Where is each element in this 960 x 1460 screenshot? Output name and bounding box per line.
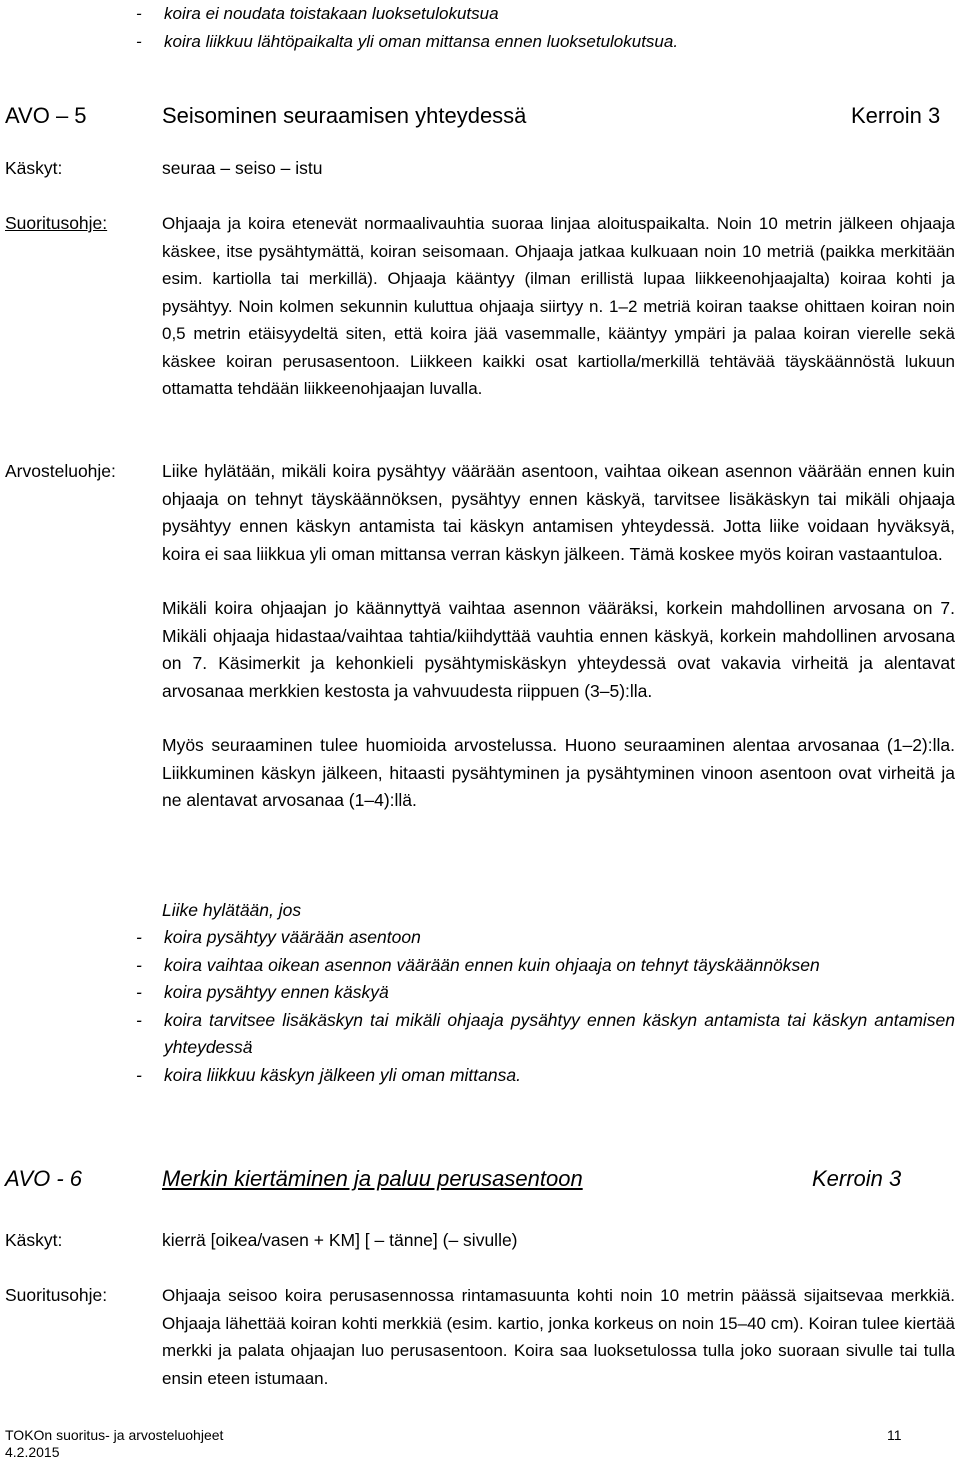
- avo5-coefficient: Kerroin 3: [851, 103, 941, 128]
- evaluation-paragraph-3: Myös seuraaminen tulee huomioida arvostelussa. Huono seuraaminen alentaa arvosanaa (1–2):lla. Liikkuminen käskyn jälkeen, hitaasti pysähtyminen ja pysähtyminen vinoon asentoon ovat virheitä ja ne alentavat arvosanaa (1–4):llä.: [162, 735, 955, 810]
- avo6-instructions: Ohjaaja seisoo koira perusasennossa rintamasuunta kohti noin 10 metrin päässä sijaitsevaa merkkiä. Ohjaaja lähettää koiran kohti merkkiä (esim. kartio, jonka korkeus on noin 15–40 cm). Koiran tulee kiertää merkki ja palata ohjaajan luo perusasentoon. Koira saa luoksetulossa tulla joko suoraan sivulle tai tulla ensin eteen istumaan.: [162, 1286, 955, 1388]
- avo5-commands: seuraa – seiso – istu: [162, 158, 323, 178]
- avo5-evaluation-label: Arvosteluohje:: [5, 461, 116, 481]
- disqualified-title: Liike hylätään, jos: [162, 900, 302, 920]
- list-item: - koira liikkuu lähtöpaikalta yli oman mittansa ennen luoksetulokutsua.: [134, 28, 934, 56]
- list-item: - koira vaihtaa oikean asennon väärään ennen kuin ohjaaja on tehnyt täyskäännöksen: [134, 952, 955, 980]
- avo6-commands-label: Käskyt:: [5, 1230, 63, 1250]
- avo6-code: AVO - 6: [5, 1166, 83, 1191]
- avo5-evaluation: [162, 458, 955, 815]
- avo5-instructions: Ohjaaja ja koira etenevät normaalivauhtia suoraa linjaa aloituspaikalta. Noin 10 metrin jälkeen ohjaaja käskee, itse pysähtymättä, koiran seisomaan. Ohjaaja jatkaa kulkuaan noin 10 metriä (paikka merkitään esim. kartiolla tai merkillä). Ohjaaja kääntyy (ilman erillistä lupaa liikkeenohjaajalta) koiraa kohti ja pysähtyy. Noin kolmen sekunnin kuluttua ohjaaja siirtyy n. 1–2 metriä koiran taakse ohittaen koiran noin 0,5 metrin etäisyydeltä siten, että koira jää vasemmalle, kääntyy ympäri ja palaa koiran vierelle sekä käskee koiran perusasentoon. Liikkeen kaikki osat kartiolla/merkillä tehtävää täyskäännöstä lukuun ottamatta tehdään liikkeenohjaajan luvalla.: [162, 214, 955, 398]
- top-list: [134, 0, 934, 55]
- avo6-commands: kierrä [oikea/vasen + KM] [ – tänne] (– sivulle): [162, 1230, 518, 1250]
- avo6-coefficient: Kerroin 3: [812, 1166, 902, 1191]
- list-item: - koira tarvitsee lisäkäskyn tai mikäli ohjaaja pysähtyy ennen käskyn antamista tai käskyn antamisen yhteydessä: [134, 1007, 955, 1062]
- footer-title: TOKOn suoritus- ja arvosteluohjeet: [5, 1427, 224, 1443]
- avo5-instructions-label: Suoritusohje:: [5, 213, 108, 233]
- avo5-code: AVO – 5: [5, 103, 87, 128]
- list-item: - koira ei noudata toistakaan luoksetulokutsua: [134, 0, 934, 28]
- footer-date: 4.2.2015: [5, 1444, 60, 1460]
- avo6-instructions-label: Suoritusohje:: [5, 1285, 108, 1305]
- list-item: - koira liikkuu käskyn jälkeen yli oman mittansa.: [134, 1062, 955, 1090]
- avo6-title: Merkin kiertäminen ja paluu perusasentoon: [162, 1166, 583, 1191]
- avo5-title: Seisominen seuraamisen yhteydessä: [162, 103, 527, 128]
- list-item: - koira pysähtyy ennen käskyä: [134, 979, 955, 1007]
- page-number: 11: [887, 1427, 902, 1443]
- evaluation-paragraph-2: Mikäli koira ohjaajan jo käännyttyä vaihtaa asennon vääräksi, korkein mahdollinen arvosana on 7. Mikäli ohjaaja hidastaa/vaihtaa tahtia/kiihdyttää vauhtia ennen käskyä, korkein mahdollinen arvosana on 7. Käsimerkit ja kehonkieli pysähtymiskäskyn yhteydessä ovat vakavia virheitä ja alentavat arvosanaa merkkien kestosta ja vahvuudesta riippuen (3–5):lla.: [162, 598, 955, 701]
- avo5-commands-label: Käskyt:: [5, 158, 63, 178]
- list-item: - koira pysähtyy väärään asentoon: [134, 924, 955, 952]
- disqualified-list: [134, 924, 955, 1089]
- evaluation-paragraph-1: Liike hylätään, mikäli koira pysähtyy väärään asentoon, vaihtaa oikean asennon väärään ennen kuin ohjaaja on tehnyt täyskäännöksen, pysähtyy ennen käskyä, tarvitsee lisäkäskyn tai mikäli ohjaaja pysähtyy ennen käskyn antamista tai käskyn antamisen yhteydessä. Jotta liike voidaan hyväksyä, koira ei saa liikkua yli oman mittansa verran käskyn jälkeen. Tämä koskee myös koiran vastaantuloa.: [162, 461, 955, 564]
